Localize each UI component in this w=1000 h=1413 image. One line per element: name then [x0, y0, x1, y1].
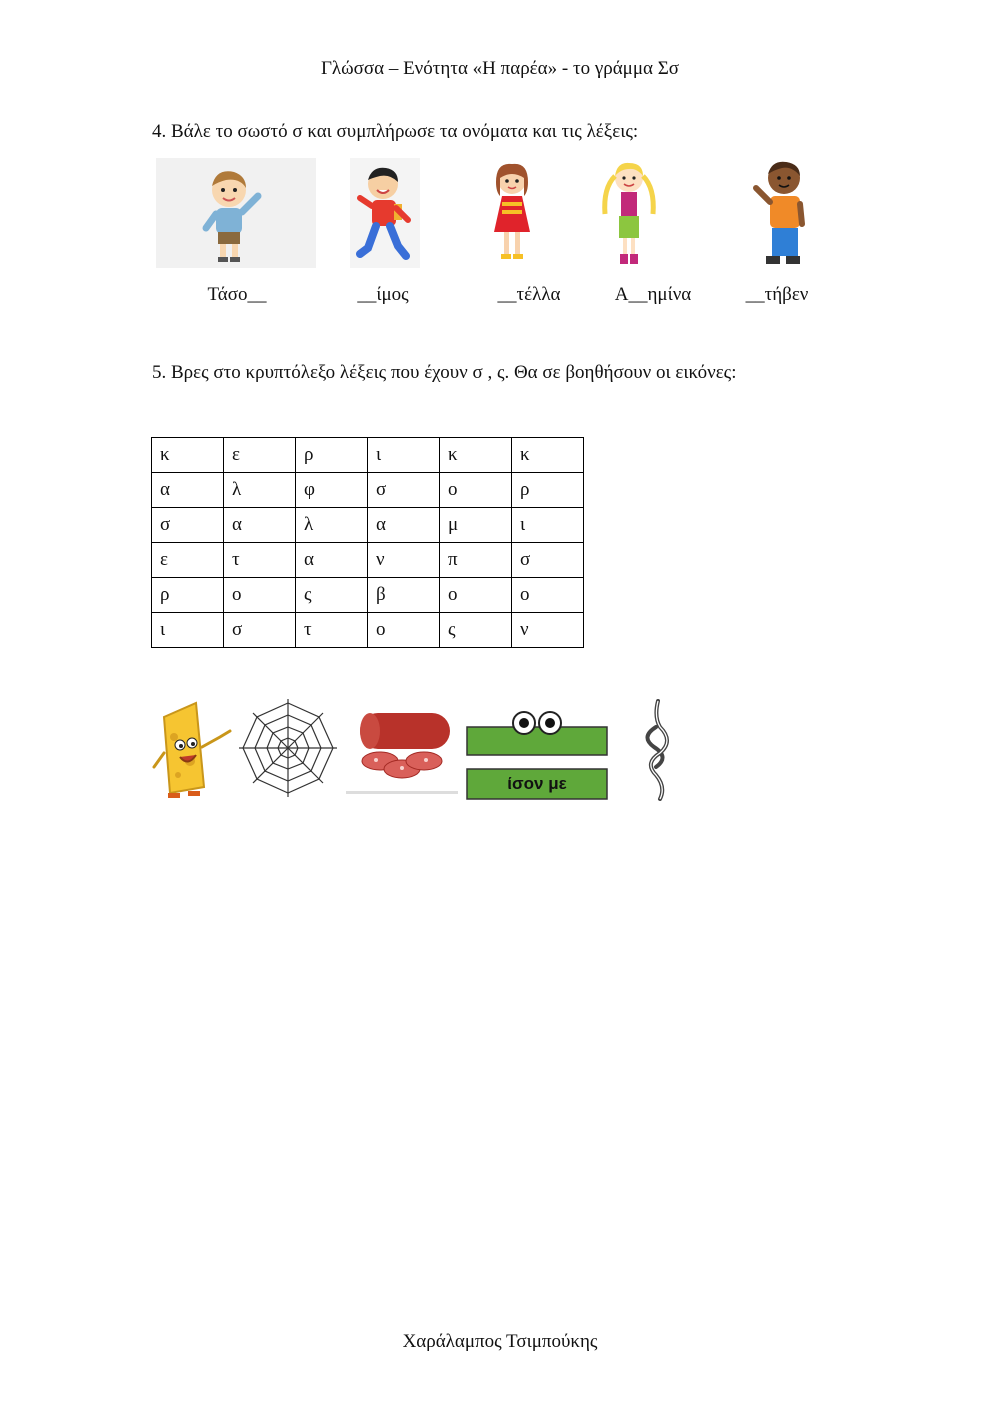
equals-caption: ίσον με — [507, 774, 567, 793]
grid-cell[interactable]: ν — [368, 543, 440, 578]
grid-row — [152, 508, 584, 543]
grid-cell[interactable]: σ — [224, 613, 296, 648]
grid-cell[interactable]: ρ — [296, 438, 368, 473]
grid-cell[interactable]: μ — [440, 508, 512, 543]
word-blank-3[interactable]: __τέλλα — [497, 284, 561, 305]
grid-cell[interactable]: ε — [224, 438, 296, 473]
exercise-5-instruction: 5. Βρες στο κρυπτόλεξο λέξεις που έχουν σ , ς. Θα σε βοηθήσουν οι εικόνες: — [152, 362, 737, 383]
word-search-grid — [151, 437, 584, 648]
grid-cell[interactable]: κ — [512, 438, 584, 473]
grid-cell[interactable]: α — [296, 543, 368, 578]
word-blank-5[interactable]: __τήβεν — [745, 284, 809, 305]
grid-cell[interactable]: ν — [512, 613, 584, 648]
equals-sign-icon — [464, 697, 610, 801]
grid-cell[interactable]: σ — [152, 508, 224, 543]
grid-cell[interactable]: ε — [152, 543, 224, 578]
word-blank-1[interactable]: Τάσο__ — [207, 284, 267, 305]
grid-cell[interactable]: ο — [368, 613, 440, 648]
grid-cell[interactable]: π — [440, 543, 512, 578]
grid-cell[interactable]: ο — [440, 473, 512, 508]
grid-cell[interactable]: ρ — [152, 578, 224, 613]
grid-row — [152, 613, 584, 648]
grid-cell[interactable]: φ — [296, 473, 368, 508]
word-blank-2[interactable]: __ίμος — [357, 284, 409, 305]
grid-cell[interactable]: ο — [512, 578, 584, 613]
grid-cell[interactable]: ς — [440, 613, 512, 648]
grid-cell[interactable]: λ — [296, 508, 368, 543]
exercise-4-instruction: 4. Βάλε το σωστό σ και συμπλήρωσε τα ονόματα και τις λέξεις: — [152, 121, 639, 142]
grid-cell[interactable]: κ — [152, 438, 224, 473]
girl-red-dress-icon — [484, 158, 540, 268]
grid-cell[interactable]: κ — [440, 438, 512, 473]
grid-row — [152, 578, 584, 613]
author-footer: Χαράλαμπος Τσιμπούκης — [402, 1331, 598, 1352]
grid-cell[interactable]: ρ — [512, 473, 584, 508]
spider-web-icon — [237, 697, 339, 799]
salami-icon — [346, 697, 458, 799]
grid-row — [152, 473, 584, 508]
grid-cell[interactable]: ς — [296, 578, 368, 613]
grid-cell[interactable]: ι — [368, 438, 440, 473]
grid-cell[interactable]: σ — [368, 473, 440, 508]
grid-cell[interactable]: ο — [440, 578, 512, 613]
boy-orange-shirt-icon — [752, 158, 812, 268]
cheese-icon — [150, 697, 234, 801]
grid-cell[interactable]: α — [224, 508, 296, 543]
grid-cell[interactable]: α — [152, 473, 224, 508]
boy-running-icon — [350, 158, 420, 268]
grid-row — [152, 543, 584, 578]
knot-icon — [630, 697, 684, 801]
grid-cell[interactable]: λ — [224, 473, 296, 508]
page-header: Γλώσσα – Ενότητα «Η παρέα» - το γράμμα Σσ — [320, 58, 680, 79]
boy-waving-icon — [156, 158, 316, 268]
grid-cell[interactable]: ο — [224, 578, 296, 613]
grid-cell[interactable]: ι — [152, 613, 224, 648]
girl-pigtails-icon — [597, 158, 661, 268]
grid-cell[interactable]: ι — [512, 508, 584, 543]
grid-cell[interactable]: σ — [512, 543, 584, 578]
grid-cell[interactable]: τ — [224, 543, 296, 578]
word-blank-4[interactable]: Α__ημίνα — [614, 284, 692, 305]
grid-cell[interactable]: β — [368, 578, 440, 613]
grid-row — [152, 438, 584, 473]
grid-cell[interactable]: τ — [296, 613, 368, 648]
grid-cell[interactable]: α — [368, 508, 440, 543]
